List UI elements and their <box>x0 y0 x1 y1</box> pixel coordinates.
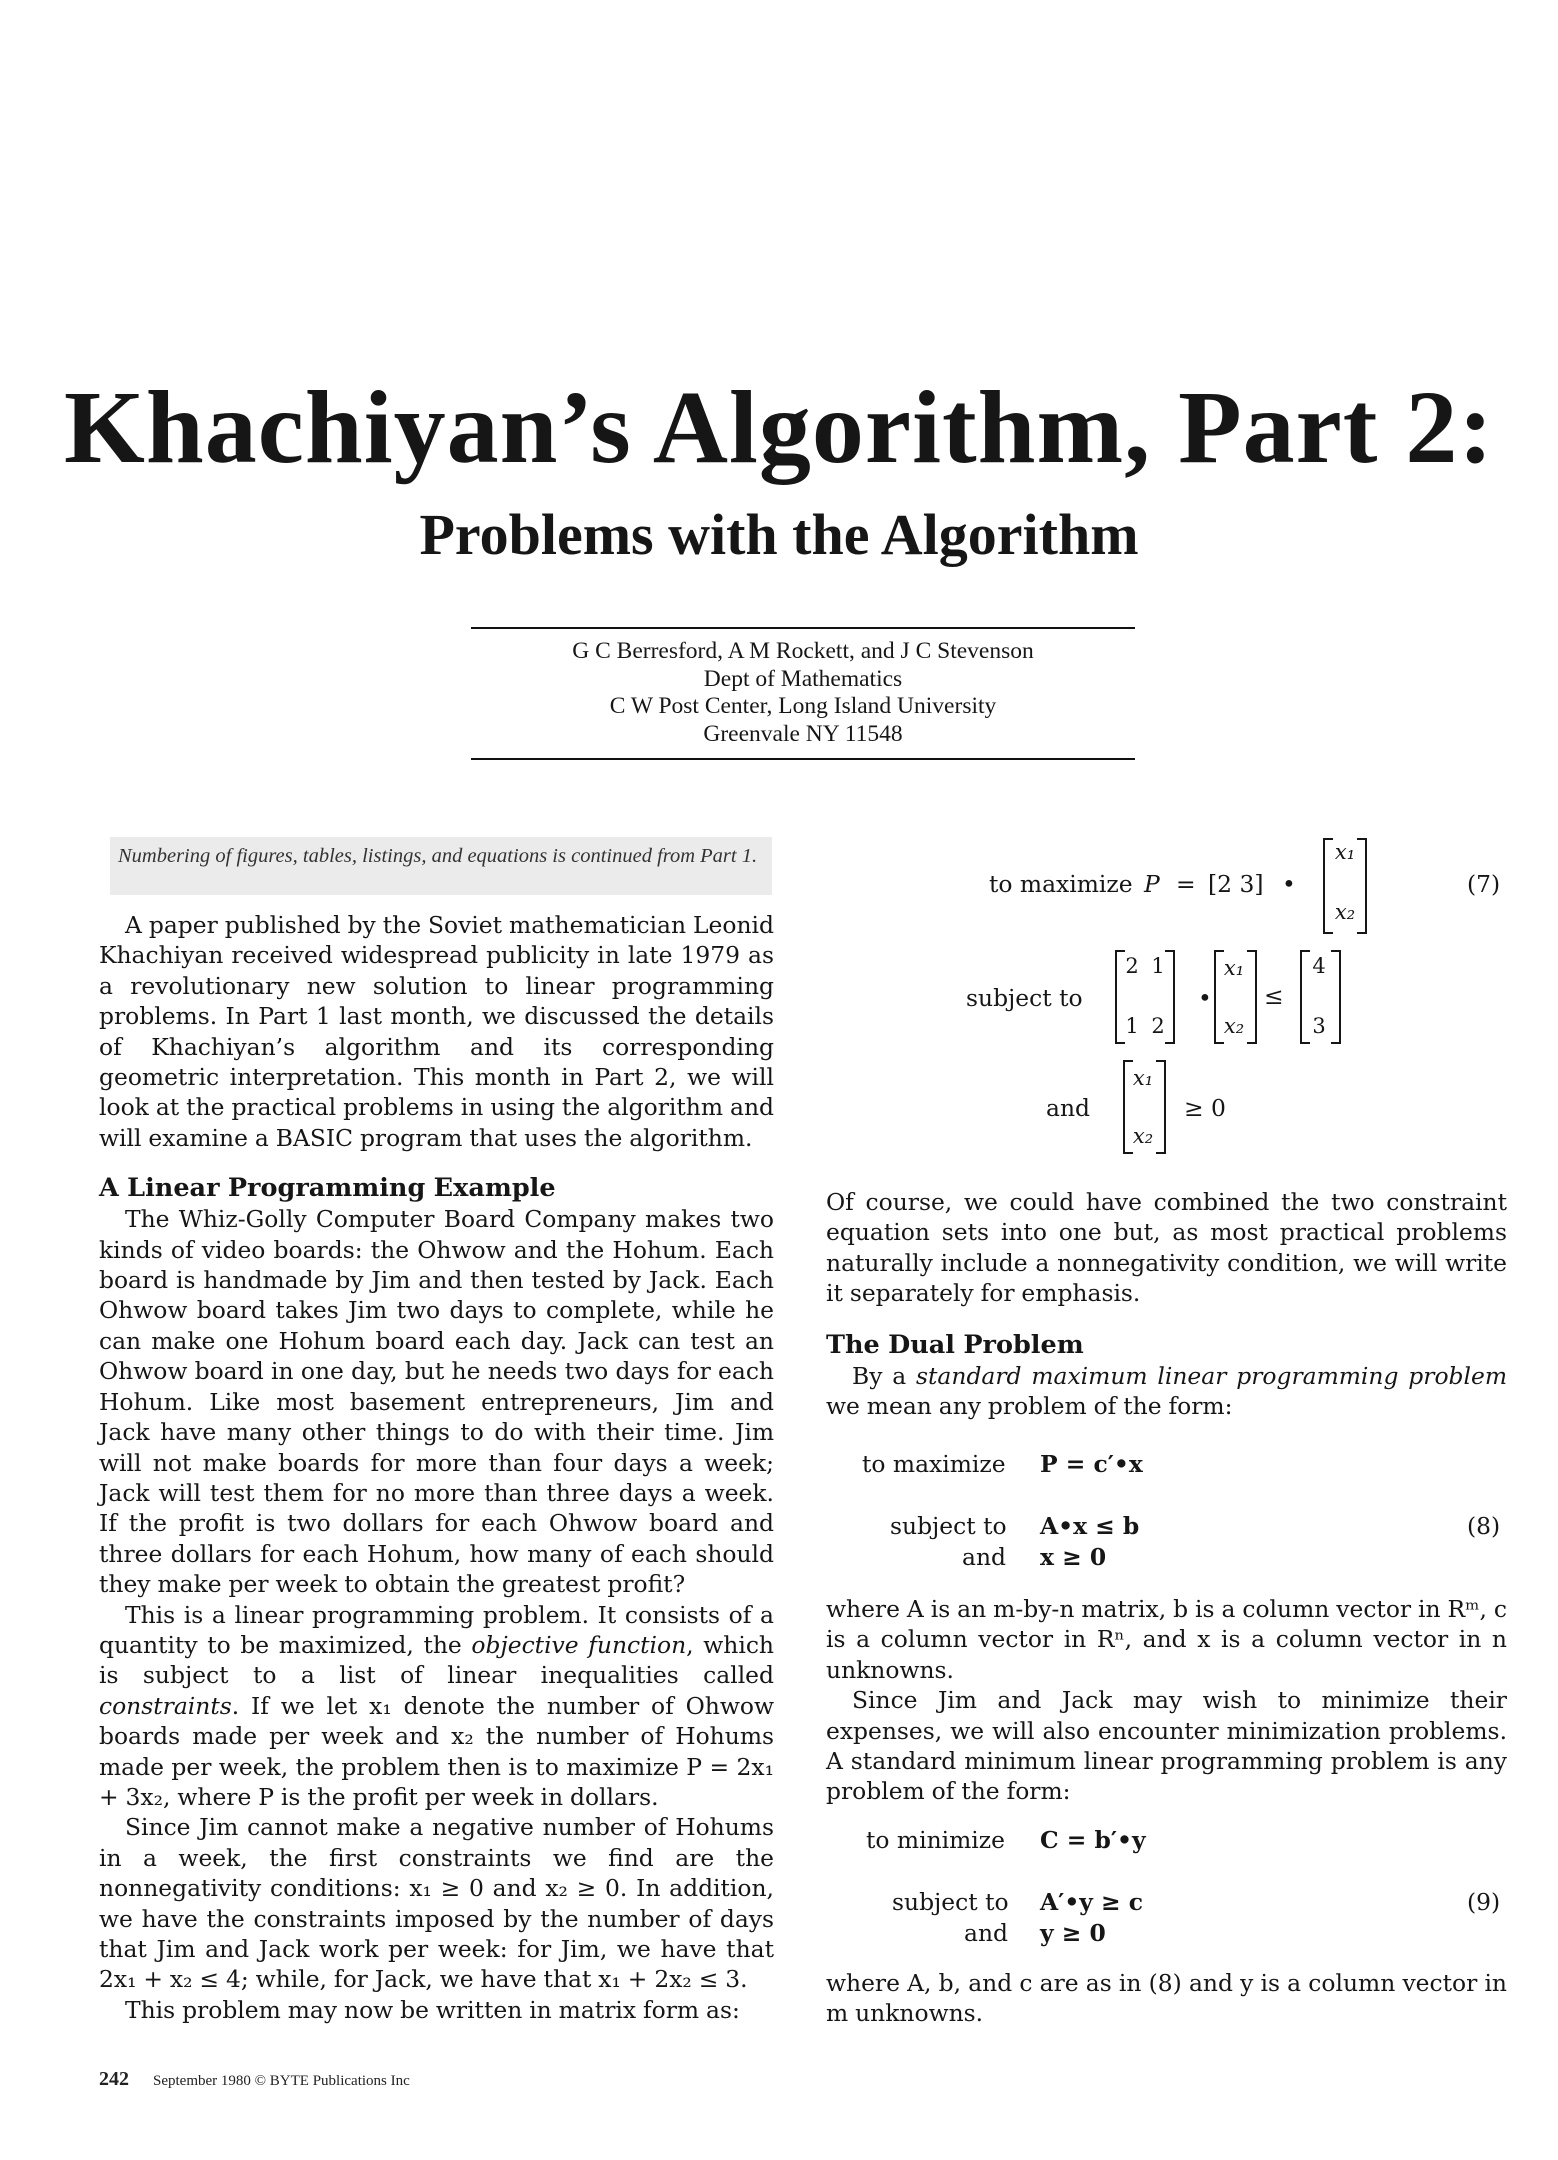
eq7-x2: x₂ <box>1334 900 1356 924</box>
eq7-le: ≤ <box>1264 982 1284 1010</box>
eq7-x2-b: x₂ <box>1223 1014 1245 1038</box>
eq7-a21: 1 <box>1125 1014 1139 1038</box>
example-paragraph-1: The Whiz-Golly Computer Board Company makes two kinds of video boards: the Ohwow and the Hohum. Each board is handmade by Jim and then tested by Jack. Each Ohwow board takes Jim two days to complete, while he can make one Hohum board each day. Jack can test an Ohwow board in one day, but he needs two days for each Hohum. Like most basement entrepreneurs, Jim and Jack have many other things to do with their time. Jim will not make boards for more than four days a week; Jack will test them for no more than three days a week. If the profit is two dollars for each Ohwow board and three dollars for each Hohum, how many of each should they make per week to obtain the greatest profit? <box>99 1205 774 1599</box>
right-column-top <box>826 1187 1507 1421</box>
eq8-subject-to: subject to <box>890 1512 1007 1540</box>
eq7-b-right-bracket <box>1331 950 1341 1044</box>
eq7-P: P <box>1144 870 1160 898</box>
eq7-a11: 2 <box>1125 954 1139 978</box>
byline <box>471 638 1135 748</box>
eq7-a12: 1 <box>1151 954 1165 978</box>
eq8-objective: P = c′•x <box>1040 1450 1143 1478</box>
eq8-to-maximize: to maximize <box>862 1450 1006 1478</box>
section-heading-example: A Linear Programming Example <box>99 1173 556 1204</box>
eq9-and: and <box>964 1919 1008 1947</box>
example-paragraph-4: This problem may now be written in matrix form as: <box>125 1995 740 2024</box>
eq7-equals: = <box>1176 870 1196 898</box>
eq7-A-right-bracket <box>1165 950 1175 1044</box>
eq7-x1-b: x₁ <box>1223 956 1245 980</box>
article-title: Khachiyan’s Algorithm, Part 2: <box>63 370 1495 485</box>
page-footer <box>99 2068 410 2091</box>
byline-bottom-rule <box>471 758 1135 760</box>
eq8-number: (8) <box>1467 1512 1501 1540</box>
eq7-a22: 2 <box>1151 1014 1165 1038</box>
eq7-b1: 4 <box>1312 954 1326 978</box>
right-column-middle <box>826 1594 1507 1807</box>
equation-7 <box>826 838 1507 1158</box>
eq8-nonneg: x ≥ 0 <box>1040 1543 1107 1571</box>
eq7-x1: x₁ <box>1334 840 1356 864</box>
intro-paragraph: A paper published by the Soviet mathematician Leonid Khachiyan received widespread publicity in late 1979 as a revolutionary new solution to linear programming problems. In Part 1 last month, we discussed the details of Khachiyan’s algorithm and its corresponding geometric interpretation. This month in Part 2, we will look at the practical problems in using the algorithm and will examine a BASIC program that uses the algorithm. <box>99 911 774 1152</box>
eq7-x1-c: x₁ <box>1132 1066 1154 1090</box>
section-heading-dual: The Dual Problem <box>826 1329 1084 1360</box>
footer-publication: September 1980 © BYTE Publications Inc <box>153 2073 410 2089</box>
byline-top-rule <box>471 627 1135 629</box>
eq7-dot-2: • <box>1198 984 1212 1012</box>
eq7-x2-right-bracket <box>1247 950 1257 1044</box>
minimize-paragraph: Since Jim and Jack may wish to minimize their expenses, we will also encounter minimization problems. A standard minimum linear programming problem is any problem of the form: <box>826 1686 1507 1806</box>
right-column-bottom <box>826 1968 1507 2029</box>
eq9-subject-to: subject to <box>892 1888 1009 1916</box>
eq8-and: and <box>962 1543 1006 1571</box>
eq9-objective: C = b′•y <box>1040 1826 1146 1854</box>
eq7-x-right-bracket <box>1357 838 1367 934</box>
eq7-number: (7) <box>1467 870 1501 898</box>
byline-dept: Dept of Mathematics <box>703 665 903 692</box>
eq7-nonneg: ≥ 0 <box>1184 1094 1226 1122</box>
page-number: 242 <box>99 2068 129 2090</box>
byline-authors: G C Berresford, A M Rockett, and J C Stevenson <box>572 638 1034 664</box>
eq8-constraint: A•x ≤ b <box>1040 1512 1140 1540</box>
eq7-and: and <box>1046 1094 1090 1122</box>
eq7-x2-c: x₂ <box>1132 1124 1154 1148</box>
example-paragraph-3: Since Jim cannot make a negative number of Hohums in a week, the first constraints we find are the nonnegativity conditions: x₁ ≥ 0 and x₂ ≥ 0. In addition, we have the constraints imposed by the number of days that Jim and Jack work per week: for Jim, we have that 2x₁ + x₂ ≤ 4; while, for Jack, we have that x₁ + 2x₂ ≤ 3. <box>99 1813 774 1994</box>
eq7-x3-right-bracket <box>1156 1060 1166 1154</box>
eq7-dot: • <box>1282 870 1296 898</box>
eq7-subject-to: subject to <box>966 984 1083 1012</box>
byline-address: Greenvale NY 11548 <box>703 720 903 747</box>
eq9-to-minimize: to minimize <box>866 1826 1005 1854</box>
byline-institution: C W Post Center, Long Island University <box>609 693 997 719</box>
eq7-to-maximize: to maximize <box>989 870 1133 898</box>
eq9-constraint: A′•y ≥ c <box>1040 1888 1143 1916</box>
article-subtitle: Problems with the Algorithm <box>419 502 1139 567</box>
standard-max-paragraph: By a standard maximum linear programming problem we mean any problem of the form: <box>826 1361 1507 1421</box>
eq7-b2: 3 <box>1312 1014 1326 1038</box>
equation-8 <box>826 1450 1507 1580</box>
example-paragraph-2: This is a linear programming problem. It consists of a quantity to be maximized, the objective function, which is subject to a list of linear inequalities called constraints. If we let x₁ denote the number of Ohwow boards made per week and x₂ the number of Hohums made per week, the problem then is to maximize P = 2x₁ + 3x₂, where P is the profit per week in dollars. <box>99 1600 774 1811</box>
final-paragraph: where A, b, and c are as in (8) and y is a column vector in m unknowns. <box>826 1969 1507 2028</box>
eq9-number: (9) <box>1467 1888 1501 1916</box>
eq9-nonneg: y ≥ 0 <box>1040 1919 1106 1947</box>
dimensions-paragraph: where A is an m-by-n matrix, b is a column vector in Rᵐ, c is a column vector in Rⁿ, and x is a column vector in n unknowns. <box>826 1595 1507 1684</box>
equation-9 <box>826 1826 1507 1956</box>
continuation-note: Numbering of figures, tables, listings, and equations is continued from Part 1. <box>110 837 772 895</box>
left-column <box>99 910 774 2025</box>
combined-constraints-paragraph: Of course, we could have combined the two constraint equation sets into one but, as most practical problems naturally include a nonnegativity condition, we will write it separately for emphasis. <box>826 1188 1507 1308</box>
eq7-cost-row-vector: [2 3] <box>1208 870 1264 898</box>
